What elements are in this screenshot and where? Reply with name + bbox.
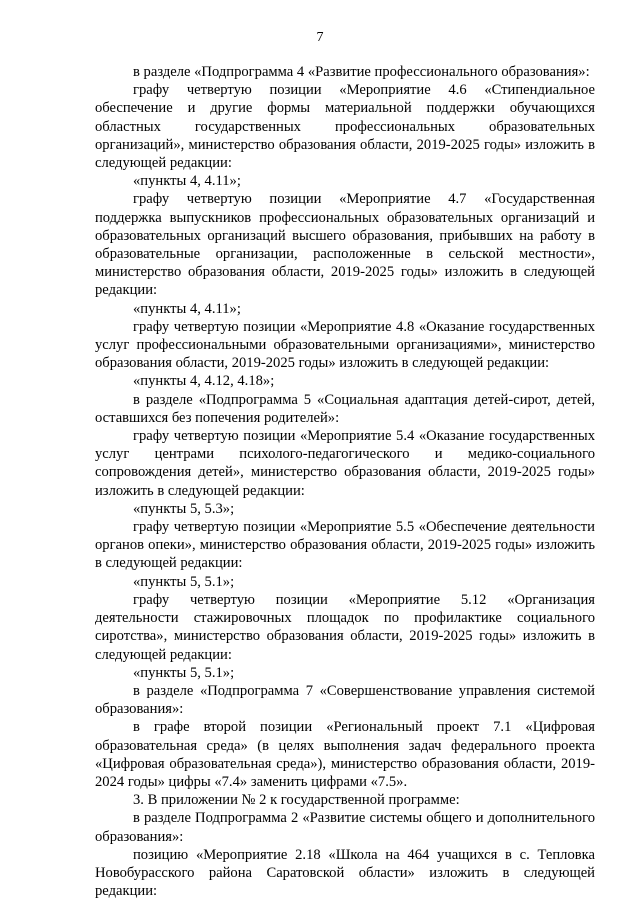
document-body — [95, 63, 595, 900]
paragraph: в разделе «Подпрограмма 7 «Совершенствование управления системой образования»: — [95, 682, 595, 718]
paragraph: 3. В приложении № 2 к государственной программе: — [133, 792, 460, 809]
paragraph: позицию «Мероприятие 2.18 «Школа на 464 учащихся в с. Тепловка Новобурасского района Саратовской области» изложить в следующей редакции: — [95, 846, 595, 900]
paragraph: графу четвертую позиции «Мероприятие 5.12 «Организация деятельности стажировочных площадок по профилактике социального сиротства», министерство образования области, 2019-2025 годы» изложить в следующей редакции: — [95, 591, 595, 663]
paragraph: графу четвертую позиции «Мероприятие 4.7 «Государственная поддержка выпускников профессиональных образовательных организаций и образовательных организаций высшего образования, прибывших на работу в образовательные организации, расположенные в сельской местности», министерство образования области, 2019-2025 годы» изложить в следующей редакции: — [95, 191, 595, 299]
paragraph: «пункты 4, 4.12, 4.18»; — [133, 373, 275, 390]
page-number: 7 — [316, 30, 324, 45]
paragraph: «пункты 4, 4.11»; — [133, 173, 241, 190]
paragraph: «пункты 5, 5.1»; — [133, 664, 235, 681]
paragraph: в разделе Подпрограмма 2 «Развитие системы общего и дополнительного образования»: — [95, 810, 595, 845]
paragraph: графу четвертую позиции «Мероприятие 5.4 «Оказание государственных услуг центрами психолого-педагогического и медико-социального сопровождения детей», министерство образования области, 2019-2025 годы» изложить в следующей редакции: — [95, 428, 595, 499]
paragraph: «пункты 4, 4.11»; — [133, 300, 241, 317]
paragraph: графу четвертую позиции «Мероприятие 4.6 «Стипендиальное обеспечение и другие формы материальной поддержки обучающихся областных государственных профессиональных образовательных организаций», министерство образования области, 2019-2025 годы» изложить в следующей редакции: — [95, 82, 595, 172]
paragraph: графу четвертую позиции «Мероприятие 4.8 «Оказание государственных услуг профессиональными образовательными организациями», министерство образования области, 2019-2025 годы» изложить в следующей редакции: — [95, 318, 595, 372]
paragraph: «пункты 5, 5.3»; — [133, 500, 235, 517]
paragraph: в разделе «Подпрограмма 5 «Социальная адаптация детей-сирот, детей, оставшихся без попечения родителей»: — [95, 391, 595, 426]
paragraph: в разделе «Подпрограмма 4 «Развитие профессионального образования»: — [133, 64, 590, 80]
paragraph: в графе второй позиции «Региональный проект 7.1 «Цифровая образовательная среда» (в целях выполнения задач федерального проекта «Цифровая образовательная среда»), министерство образования области, 2019-2024 годы» цифры «7.4» заменить цифрами «7.5». — [95, 719, 595, 790]
paragraph: графу четвертую позиции «Мероприятие 5.5 «Обеспечение деятельности органов опеки», министерство образования области, 2019-2025 годы» изложить в следующей редакции: — [95, 519, 595, 572]
paragraph: «пункты 5, 5.1»; — [133, 573, 235, 590]
